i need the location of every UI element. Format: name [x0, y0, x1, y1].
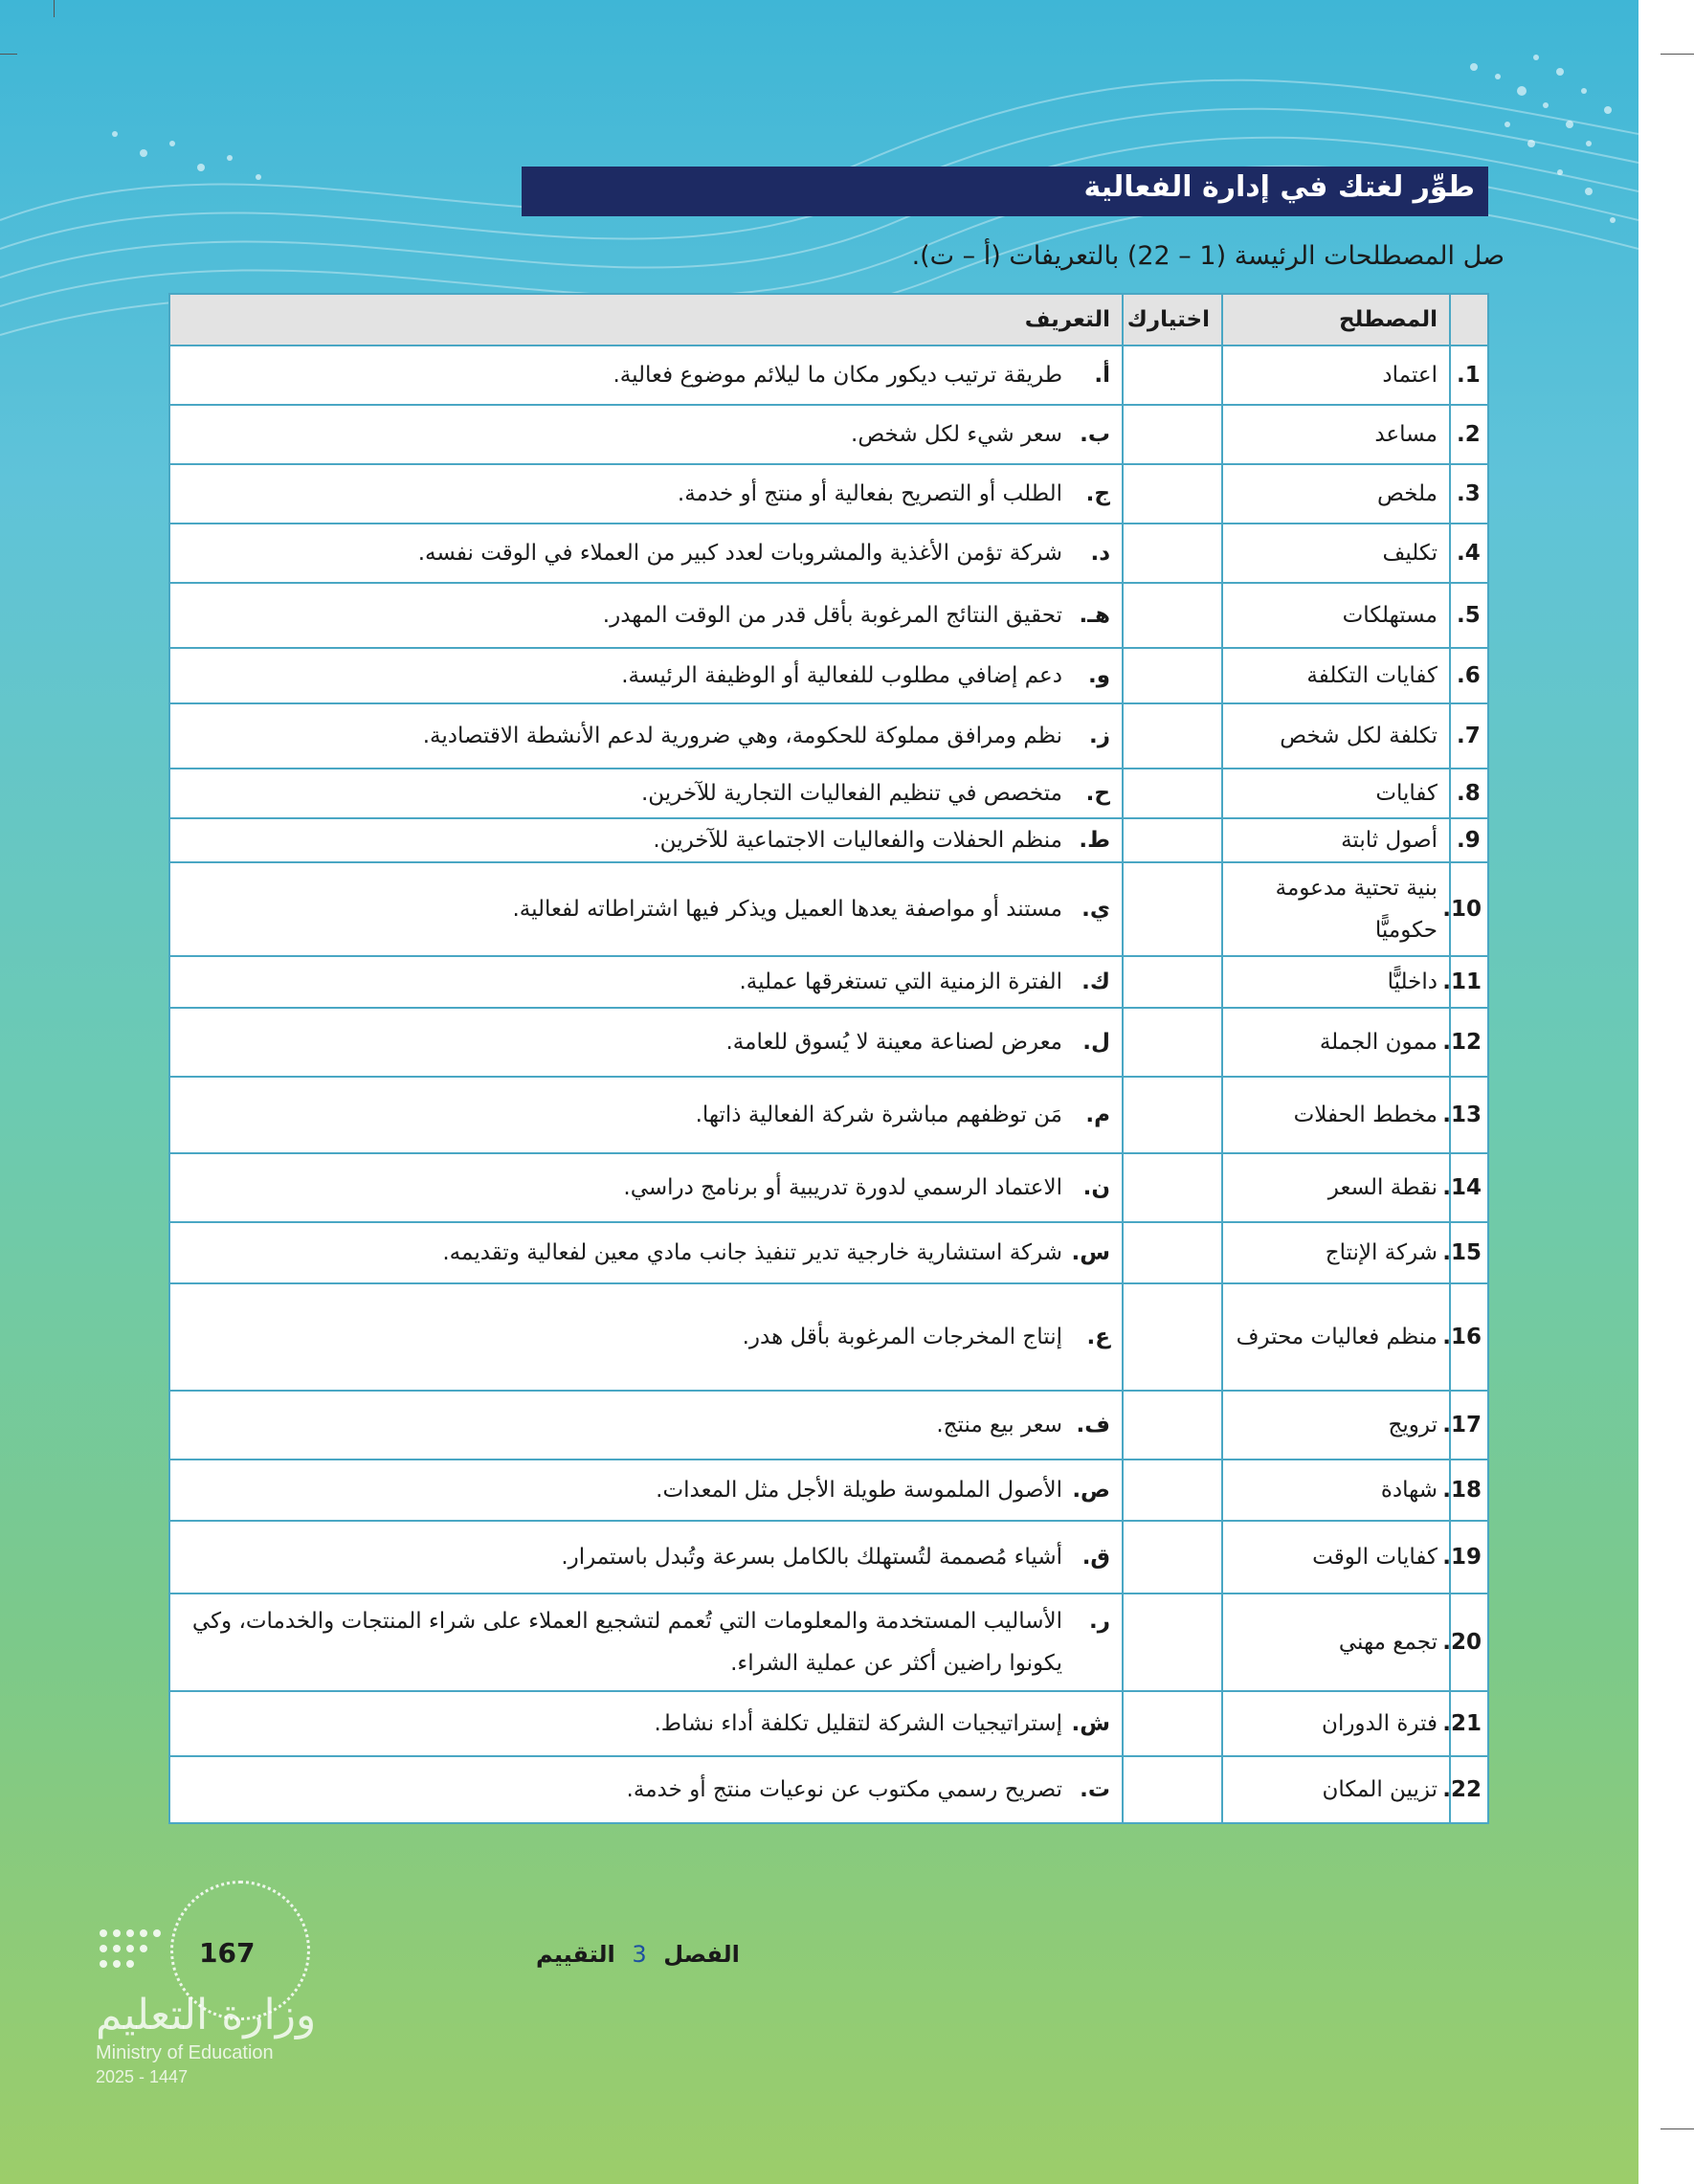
row-number: 22. — [1450, 1756, 1488, 1823]
term-cell: تزيين المكان — [1222, 1756, 1450, 1823]
table-row — [169, 1283, 1488, 1391]
definition-wrap — [182, 413, 1110, 456]
definition-letter: ك. — [1081, 969, 1110, 994]
table-row — [169, 405, 1488, 464]
term-cell: تكلفة لكل شخص — [1222, 703, 1450, 769]
definition-letter: ج. — [1085, 481, 1110, 506]
term-cell: شهادة — [1222, 1460, 1450, 1521]
row-number: 9. — [1450, 818, 1488, 862]
table-header-row — [169, 294, 1488, 345]
definition-wrap — [182, 473, 1110, 515]
choice-cell[interactable] — [1123, 1593, 1222, 1691]
table-row — [169, 1593, 1488, 1691]
definition-letter: ر. — [1089, 1609, 1110, 1634]
chapter-label: الفصل — [663, 1941, 740, 1968]
term-cell: مخطط الحفلات — [1222, 1077, 1450, 1153]
header-term: المصطلح — [1222, 294, 1450, 345]
term-cell: تكليف — [1222, 524, 1450, 583]
header-definition: التعريف — [169, 294, 1123, 345]
definition-cell — [169, 524, 1123, 583]
definition-cell — [169, 1222, 1123, 1283]
term-cell: مستهلكات — [1222, 583, 1450, 648]
choice-cell[interactable] — [1123, 1283, 1222, 1391]
term-cell: كفايات — [1222, 769, 1450, 818]
table-row — [169, 703, 1488, 769]
definition-cell — [169, 464, 1123, 524]
choice-cell[interactable] — [1123, 1756, 1222, 1823]
row-number: 6. — [1450, 648, 1488, 703]
definition-text: طريقة ترتيب ديكور مكان ما ليلائم موضوع فعالية. — [613, 363, 1062, 388]
definition-wrap — [182, 594, 1110, 636]
definition-cell — [169, 1283, 1123, 1391]
definition-wrap — [182, 1703, 1110, 1745]
definition-letter: ح. — [1085, 781, 1110, 806]
definition-cell — [169, 1077, 1123, 1153]
table-row — [169, 464, 1488, 524]
definition-text: الأساليب المستخدمة والمعلومات التي تُعمم لتشجيع العملاء على شراء المنتجات والخدمات، وكي يكونوا راضين أكثر عن عملية الشراء. — [191, 1609, 1062, 1676]
term-cell: اعتماد — [1222, 345, 1450, 405]
definition-letter: و. — [1087, 663, 1110, 688]
definition-wrap — [182, 1769, 1110, 1811]
term-cell: نقطة السعر — [1222, 1153, 1450, 1222]
definition-wrap — [182, 354, 1110, 396]
choice-cell[interactable] — [1123, 956, 1222, 1008]
page-number: 167 — [199, 1937, 256, 1969]
row-number: 1. — [1450, 345, 1488, 405]
choice-cell[interactable] — [1123, 818, 1222, 862]
crop-mark — [1661, 54, 1694, 55]
row-number: 12. — [1450, 1008, 1488, 1077]
definition-text: الطلب أو التصريح بفعالية أو منتج أو خدمة. — [677, 481, 1062, 506]
definition-wrap — [182, 1021, 1110, 1063]
table-row — [169, 1008, 1488, 1077]
definition-cell — [169, 1460, 1123, 1521]
row-number: 14. — [1450, 1153, 1488, 1222]
chapter-number: 3 — [632, 1941, 647, 1968]
exercise-instruction: صل المصطلحات الرئيسة (1 – 22) بالتعريفات (أ – ت). — [911, 241, 1505, 271]
definition-text: معرض لصناعة معينة لا يُسوق للعامة. — [725, 1030, 1062, 1055]
definition-cell — [169, 1008, 1123, 1077]
row-number: 2. — [1450, 405, 1488, 464]
table-row — [169, 1521, 1488, 1593]
definition-cell — [169, 1153, 1123, 1222]
definition-wrap — [182, 715, 1110, 757]
term-cell: كفايات التكلفة — [1222, 648, 1450, 703]
definition-cell — [169, 956, 1123, 1008]
chapter-footer — [536, 1941, 740, 1968]
table-row — [169, 524, 1488, 583]
definition-letter: ل. — [1082, 1030, 1110, 1055]
choice-cell[interactable] — [1123, 405, 1222, 464]
definition-wrap — [182, 1232, 1110, 1274]
table-row — [169, 1756, 1488, 1823]
table-row — [169, 648, 1488, 703]
row-number: 17. — [1450, 1391, 1488, 1460]
definition-letter: ق. — [1081, 1545, 1110, 1570]
definition-wrap — [182, 1094, 1110, 1136]
definition-text: منظم الحفلات والفعاليات الاجتماعية للآخرين. — [653, 828, 1062, 853]
page-margin-strip — [1638, 0, 1694, 2184]
crop-mark — [1661, 2128, 1694, 2129]
choice-cell[interactable] — [1123, 1008, 1222, 1077]
table-row — [169, 1391, 1488, 1460]
definition-cell — [169, 1391, 1123, 1460]
choice-cell[interactable] — [1123, 648, 1222, 703]
definition-cell — [169, 345, 1123, 405]
definition-text: شركة استشارية خارجية تدير تنفيذ جانب مادي معين لفعالية وتقديمه. — [442, 1240, 1062, 1265]
definition-wrap — [182, 1536, 1110, 1578]
table-row — [169, 1222, 1488, 1283]
row-number: 4. — [1450, 524, 1488, 583]
table-row — [169, 1460, 1488, 1521]
definition-wrap — [182, 1404, 1110, 1446]
logo-dots-icon — [96, 1926, 172, 1983]
choice-cell[interactable] — [1123, 1460, 1222, 1521]
definition-text: الاعتماد الرسمي لدورة تدريبية أو برنامج دراسي. — [623, 1175, 1062, 1200]
definition-text: أشياء مُصممة لتُستهلك بالكامل بسرعة وتُبدل باستمرار. — [561, 1545, 1062, 1570]
definition-cell — [169, 862, 1123, 956]
definition-text: إنتاج المخرجات المرغوبة بأقل هدر. — [742, 1325, 1062, 1349]
definition-text: نظم ومرافق مملوكة للحكومة، وهي ضرورية لدعم الأنشطة الاقتصادية. — [422, 724, 1062, 748]
definition-cell — [169, 818, 1123, 862]
choice-cell[interactable] — [1123, 1077, 1222, 1153]
choice-cell[interactable] — [1123, 862, 1222, 956]
definition-wrap — [182, 1469, 1110, 1511]
term-cell: ملخص — [1222, 464, 1450, 524]
definition-text: تصريح رسمي مكتوب عن نوعيات منتج أو خدمة. — [626, 1777, 1062, 1802]
term-cell: منظم فعاليات محترف — [1222, 1283, 1450, 1391]
table-row — [169, 583, 1488, 648]
row-number: 5. — [1450, 583, 1488, 648]
definition-text: مستند أو مواصفة يعدها العميل ويذكر فيها اشتراطاته لفعالية. — [512, 897, 1062, 922]
row-number: 7. — [1450, 703, 1488, 769]
definition-letter: ص. — [1072, 1478, 1110, 1503]
definition-letter: ط. — [1079, 828, 1110, 853]
term-cell: ترويج — [1222, 1391, 1450, 1460]
definition-text: الأصول الملموسة طويلة الأجل مثل المعدات. — [656, 1478, 1062, 1503]
table-row — [169, 345, 1488, 405]
choice-cell[interactable] — [1123, 1153, 1222, 1222]
choice-cell[interactable] — [1123, 583, 1222, 648]
choice-cell[interactable] — [1123, 1391, 1222, 1460]
definition-wrap — [182, 772, 1110, 814]
row-number: 11. — [1450, 956, 1488, 1008]
definition-text: مَن توظفهم مباشرة شركة الفعالية ذاتها. — [695, 1103, 1062, 1127]
row-number: 16. — [1450, 1283, 1488, 1391]
definition-letter: هـ. — [1079, 603, 1110, 628]
section-banner — [522, 167, 1488, 216]
table-row — [169, 862, 1488, 956]
ministry-logo-year: 2025 - 1447 — [96, 2067, 189, 2086]
row-number: 19. — [1450, 1521, 1488, 1593]
row-number: 13. — [1450, 1077, 1488, 1153]
row-number: 10. — [1450, 862, 1488, 956]
header-number — [1450, 294, 1488, 345]
definition-wrap — [182, 532, 1110, 574]
choice-cell[interactable] — [1123, 1521, 1222, 1593]
choice-cell[interactable] — [1123, 703, 1222, 769]
definition-text: إستراتيجيات الشركة لتقليل تكلفة أداء نشاط. — [654, 1711, 1062, 1736]
choice-cell[interactable] — [1123, 345, 1222, 405]
table-row — [169, 1691, 1488, 1756]
table-row — [169, 769, 1488, 818]
definition-letter: ف. — [1076, 1413, 1110, 1437]
definition-text: متخصص في تنظيم الفعاليات التجارية للآخرين. — [640, 781, 1062, 806]
term-cell: مساعد — [1222, 405, 1450, 464]
definition-letter: ش. — [1071, 1711, 1110, 1736]
definition-cell — [169, 703, 1123, 769]
table-row — [169, 1153, 1488, 1222]
definition-text: الفترة الزمنية التي تستغرقها عملية. — [739, 969, 1062, 994]
row-number: 18. — [1450, 1460, 1488, 1521]
term-cell: شركة الإنتاج — [1222, 1222, 1450, 1283]
term-cell: ممون الجملة — [1222, 1008, 1450, 1077]
table-row — [169, 956, 1488, 1008]
definition-letter: أ. — [1094, 363, 1110, 388]
definition-letter: م. — [1085, 1103, 1110, 1127]
definition-letter: ت. — [1080, 1777, 1110, 1802]
definition-letter: س. — [1071, 1240, 1110, 1265]
definition-text: سعر بيع منتج. — [936, 1413, 1062, 1437]
row-number: 20. — [1450, 1593, 1488, 1691]
definition-letter: ع. — [1086, 1325, 1110, 1349]
row-number: 21. — [1450, 1691, 1488, 1756]
matching-table — [168, 293, 1489, 1824]
definition-text: شركة تؤمن الأغذية والمشروبات لعدد كبير من العملاء في الوقت نفسه. — [417, 541, 1062, 566]
term-cell: تجمع مهني — [1222, 1593, 1450, 1691]
definition-letter: ن. — [1082, 1175, 1110, 1200]
table-row — [169, 1077, 1488, 1153]
definition-cell — [169, 648, 1123, 703]
definition-cell — [169, 1756, 1123, 1823]
definition-wrap — [182, 888, 1110, 930]
header-choice: اختيارك — [1123, 294, 1222, 345]
chapter-section: التقييم — [536, 1941, 615, 1968]
term-cell: بنية تحتية مدعومة حكوميًّا — [1222, 862, 1450, 956]
row-number: 8. — [1450, 769, 1488, 818]
definition-letter: ي. — [1081, 897, 1110, 922]
ministry-logo-arabic: وزارة التعليم — [96, 1991, 317, 2039]
table-row — [169, 818, 1488, 862]
choice-cell[interactable] — [1123, 1691, 1222, 1756]
ministry-logo-english: Ministry of Education — [96, 2042, 274, 2063]
choice-cell[interactable] — [1123, 464, 1222, 524]
choice-cell[interactable] — [1123, 769, 1222, 818]
definition-wrap — [182, 1600, 1110, 1684]
definition-wrap — [182, 819, 1110, 861]
definition-letter: ز. — [1089, 724, 1110, 748]
term-cell: كفايات الوقت — [1222, 1521, 1450, 1593]
definition-wrap — [182, 961, 1110, 1003]
definition-wrap — [182, 655, 1110, 697]
definition-letter: ب. — [1080, 422, 1110, 447]
definition-letter: د. — [1090, 541, 1110, 566]
definition-text: دعم إضافي مطلوب للفعالية أو الوظيفة الرئيسة. — [621, 663, 1062, 688]
term-cell: فترة الدوران — [1222, 1691, 1450, 1756]
term-cell: داخليًّا — [1222, 956, 1450, 1008]
definition-cell — [169, 1521, 1123, 1593]
row-number: 3. — [1450, 464, 1488, 524]
definition-cell — [169, 583, 1123, 648]
section-title: طوِّر لغتك في إدارة الفعالية — [1083, 170, 1475, 204]
row-number: 15. — [1450, 1222, 1488, 1283]
definition-cell — [169, 405, 1123, 464]
definition-text: تحقيق النتائج المرغوبة بأقل قدر من الوقت المهدر. — [602, 603, 1062, 628]
definition-wrap — [182, 1167, 1110, 1209]
definition-cell — [169, 1593, 1123, 1691]
definition-cell — [169, 769, 1123, 818]
choice-cell[interactable] — [1123, 1222, 1222, 1283]
choice-cell[interactable] — [1123, 524, 1222, 583]
definition-cell — [169, 1691, 1123, 1756]
term-cell: أصول ثابتة — [1222, 818, 1450, 862]
definition-wrap — [182, 1316, 1110, 1358]
definition-text: سعر شيء لكل شخص. — [851, 422, 1062, 447]
